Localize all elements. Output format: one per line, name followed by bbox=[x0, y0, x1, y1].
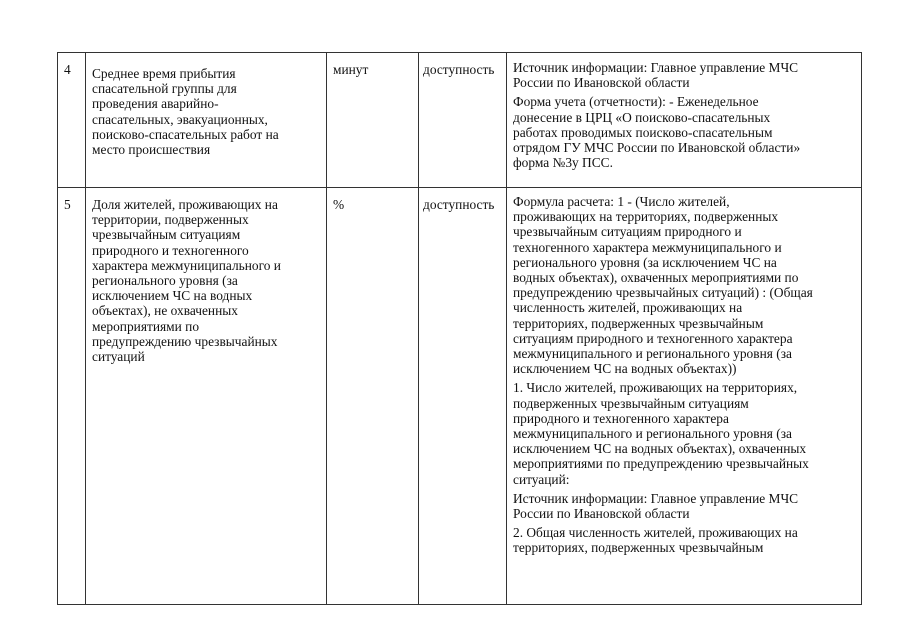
table-left-border bbox=[57, 52, 58, 604]
column-divider-name bbox=[326, 52, 327, 604]
source-paragraph: 2. Общая численность жителей, проживающих на территориях, подверженных чрезвычайным bbox=[513, 525, 798, 556]
row-number-cell: 5 bbox=[64, 197, 71, 212]
source-paragraph: Источник информации: Главное управление МЧС России по Ивановской области bbox=[513, 60, 799, 91]
table-bottom-border bbox=[57, 604, 862, 605]
column-divider-type bbox=[506, 52, 507, 604]
source-paragraph: 1. Число жителей, проживающих на территориях, подверженных чрезвычайным ситуациям природного и техногенного характера межмуниципального и регионального уровня (за исключением ЧС на водных объектах), охваченных мероприятиями по предупреждению чрезвычайных ситуаций: bbox=[513, 380, 809, 487]
type-cell: доступность bbox=[423, 197, 495, 212]
source-cell bbox=[513, 194, 858, 556]
unit-cell: % bbox=[333, 197, 345, 212]
indicator-name-cell: Доля жителей, проживающих на территории, подверженных чрезвычайным ситуациям природного и техногенного характера межмуниципального и регионального уровня (за исключением ЧС на водных объектах), не охваченных мероприятиями по предупреждению чрезвычайных ситуаций bbox=[92, 197, 281, 365]
row-divider bbox=[57, 187, 862, 188]
column-divider-unit bbox=[418, 52, 419, 604]
table-top-border bbox=[57, 52, 862, 53]
column-divider-num bbox=[85, 52, 86, 604]
source-cell bbox=[513, 60, 858, 170]
row-number-cell: 4 bbox=[64, 62, 71, 77]
source-paragraph: Формула расчета: 1 - (Число жителей, проживающих на территориях, подверженных чрезвычайным ситуациям природного и техногенного характера межмуниципального и регионального уровня (за исключением ЧС на водных объектах), охваченных мероприятиями по предупреждению чрезвычайных ситуаций) : (Общая численность жителей, проживающих на территориях, подверженных чрезвычайным ситуациям природного и техногенного характера межмуниципального и регионального уровня (за исключением ЧС на водных объектах)) bbox=[513, 194, 813, 377]
source-paragraph: Форма учета (отчетности): - Еженедельное донесение в ЦРЦ «О поисково-спасательных работах проводимых поисково-спасательным отрядом ГУ МЧС России по Ивановской области» форма №3у ПСС. bbox=[513, 94, 801, 171]
source-paragraph: Источник информации: Главное управление МЧС России по Ивановской области bbox=[513, 490, 799, 522]
type-cell: доступность bbox=[423, 62, 495, 77]
table-right-border bbox=[861, 52, 862, 604]
indicator-name-cell: Среднее время прибытия спасательной группы для проведения аварийно- спасательных, эвакуационных, поисково-спасательных работ на место происшествия bbox=[92, 66, 279, 158]
unit-cell: минут bbox=[333, 62, 369, 77]
